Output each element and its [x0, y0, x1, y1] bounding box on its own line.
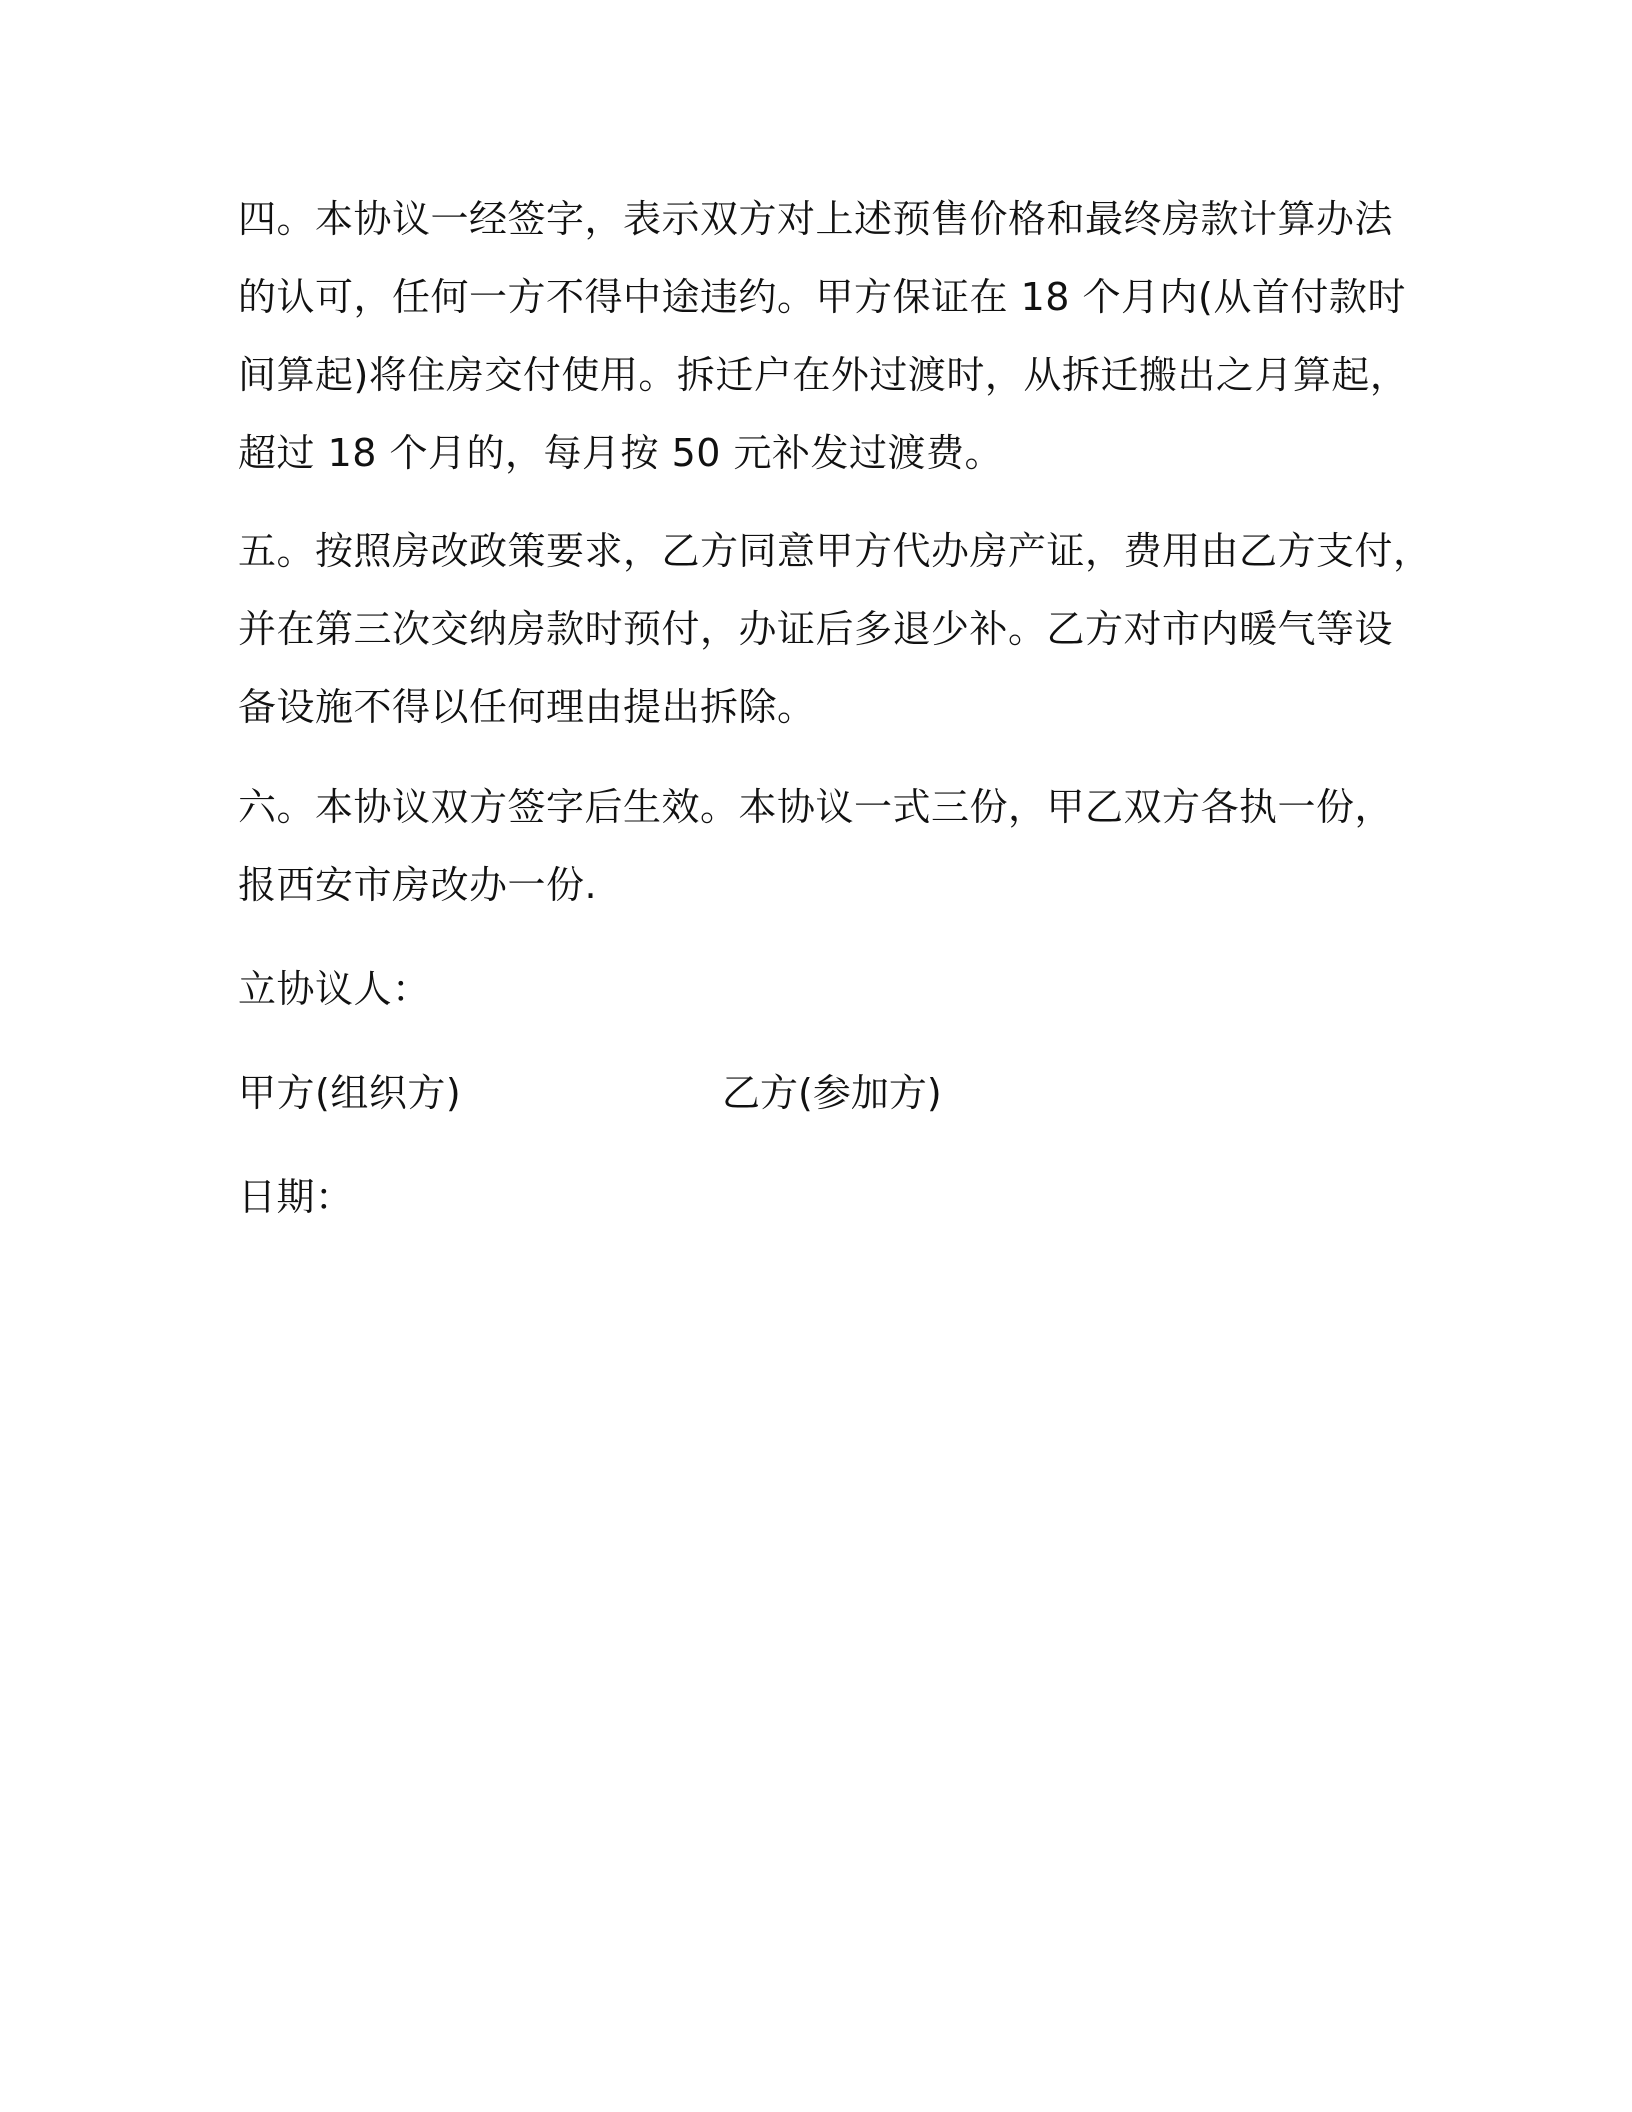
party-b-label: 乙方(参加方) — [722, 1071, 942, 1115]
party-a-label: 甲方(组织方) — [238, 1071, 462, 1115]
date-label: 日期： — [238, 1175, 354, 1219]
clause-6 — [238, 768, 1394, 924]
clause-4 — [238, 180, 1409, 492]
clause-5-line-3: 备设施不得以任何理由提出拆除。 — [238, 685, 816, 729]
clause-4-line-3: 间算起)将住房交付使用。拆迁户在外过渡时，从拆迁搬出之月算起， — [238, 353, 1409, 397]
signers-label: 立协议人： — [238, 967, 431, 1011]
clause-4-line-4: 超过 18 个月的，每月按 50 元补发过渡费。 — [238, 431, 1004, 475]
clause-5-line-2: 并在第三次交纳房款时预付，办证后多退少补。乙方对市内暖气等设 — [238, 607, 1394, 651]
clause-6-line-1: 六。本协议双方签字后生效。本协议一式三份，甲乙双方各执一份， — [238, 785, 1394, 829]
clause-6-line-2: 报西安市房改办一份. — [238, 863, 598, 907]
clause-4-line-1: 四。本协议一经签字，表示双方对上述预售价格和最终房款计算办法 — [238, 197, 1394, 241]
clause-5-line-1: 五。按照房改政策要求，乙方同意甲方代办房产证，费用由乙方支付， — [238, 529, 1432, 573]
clause-4-line-2: 的认可，任何一方不得中途违约。甲方保证在 18 个月内(从首付款时 — [238, 275, 1406, 319]
clause-5 — [238, 512, 1432, 746]
